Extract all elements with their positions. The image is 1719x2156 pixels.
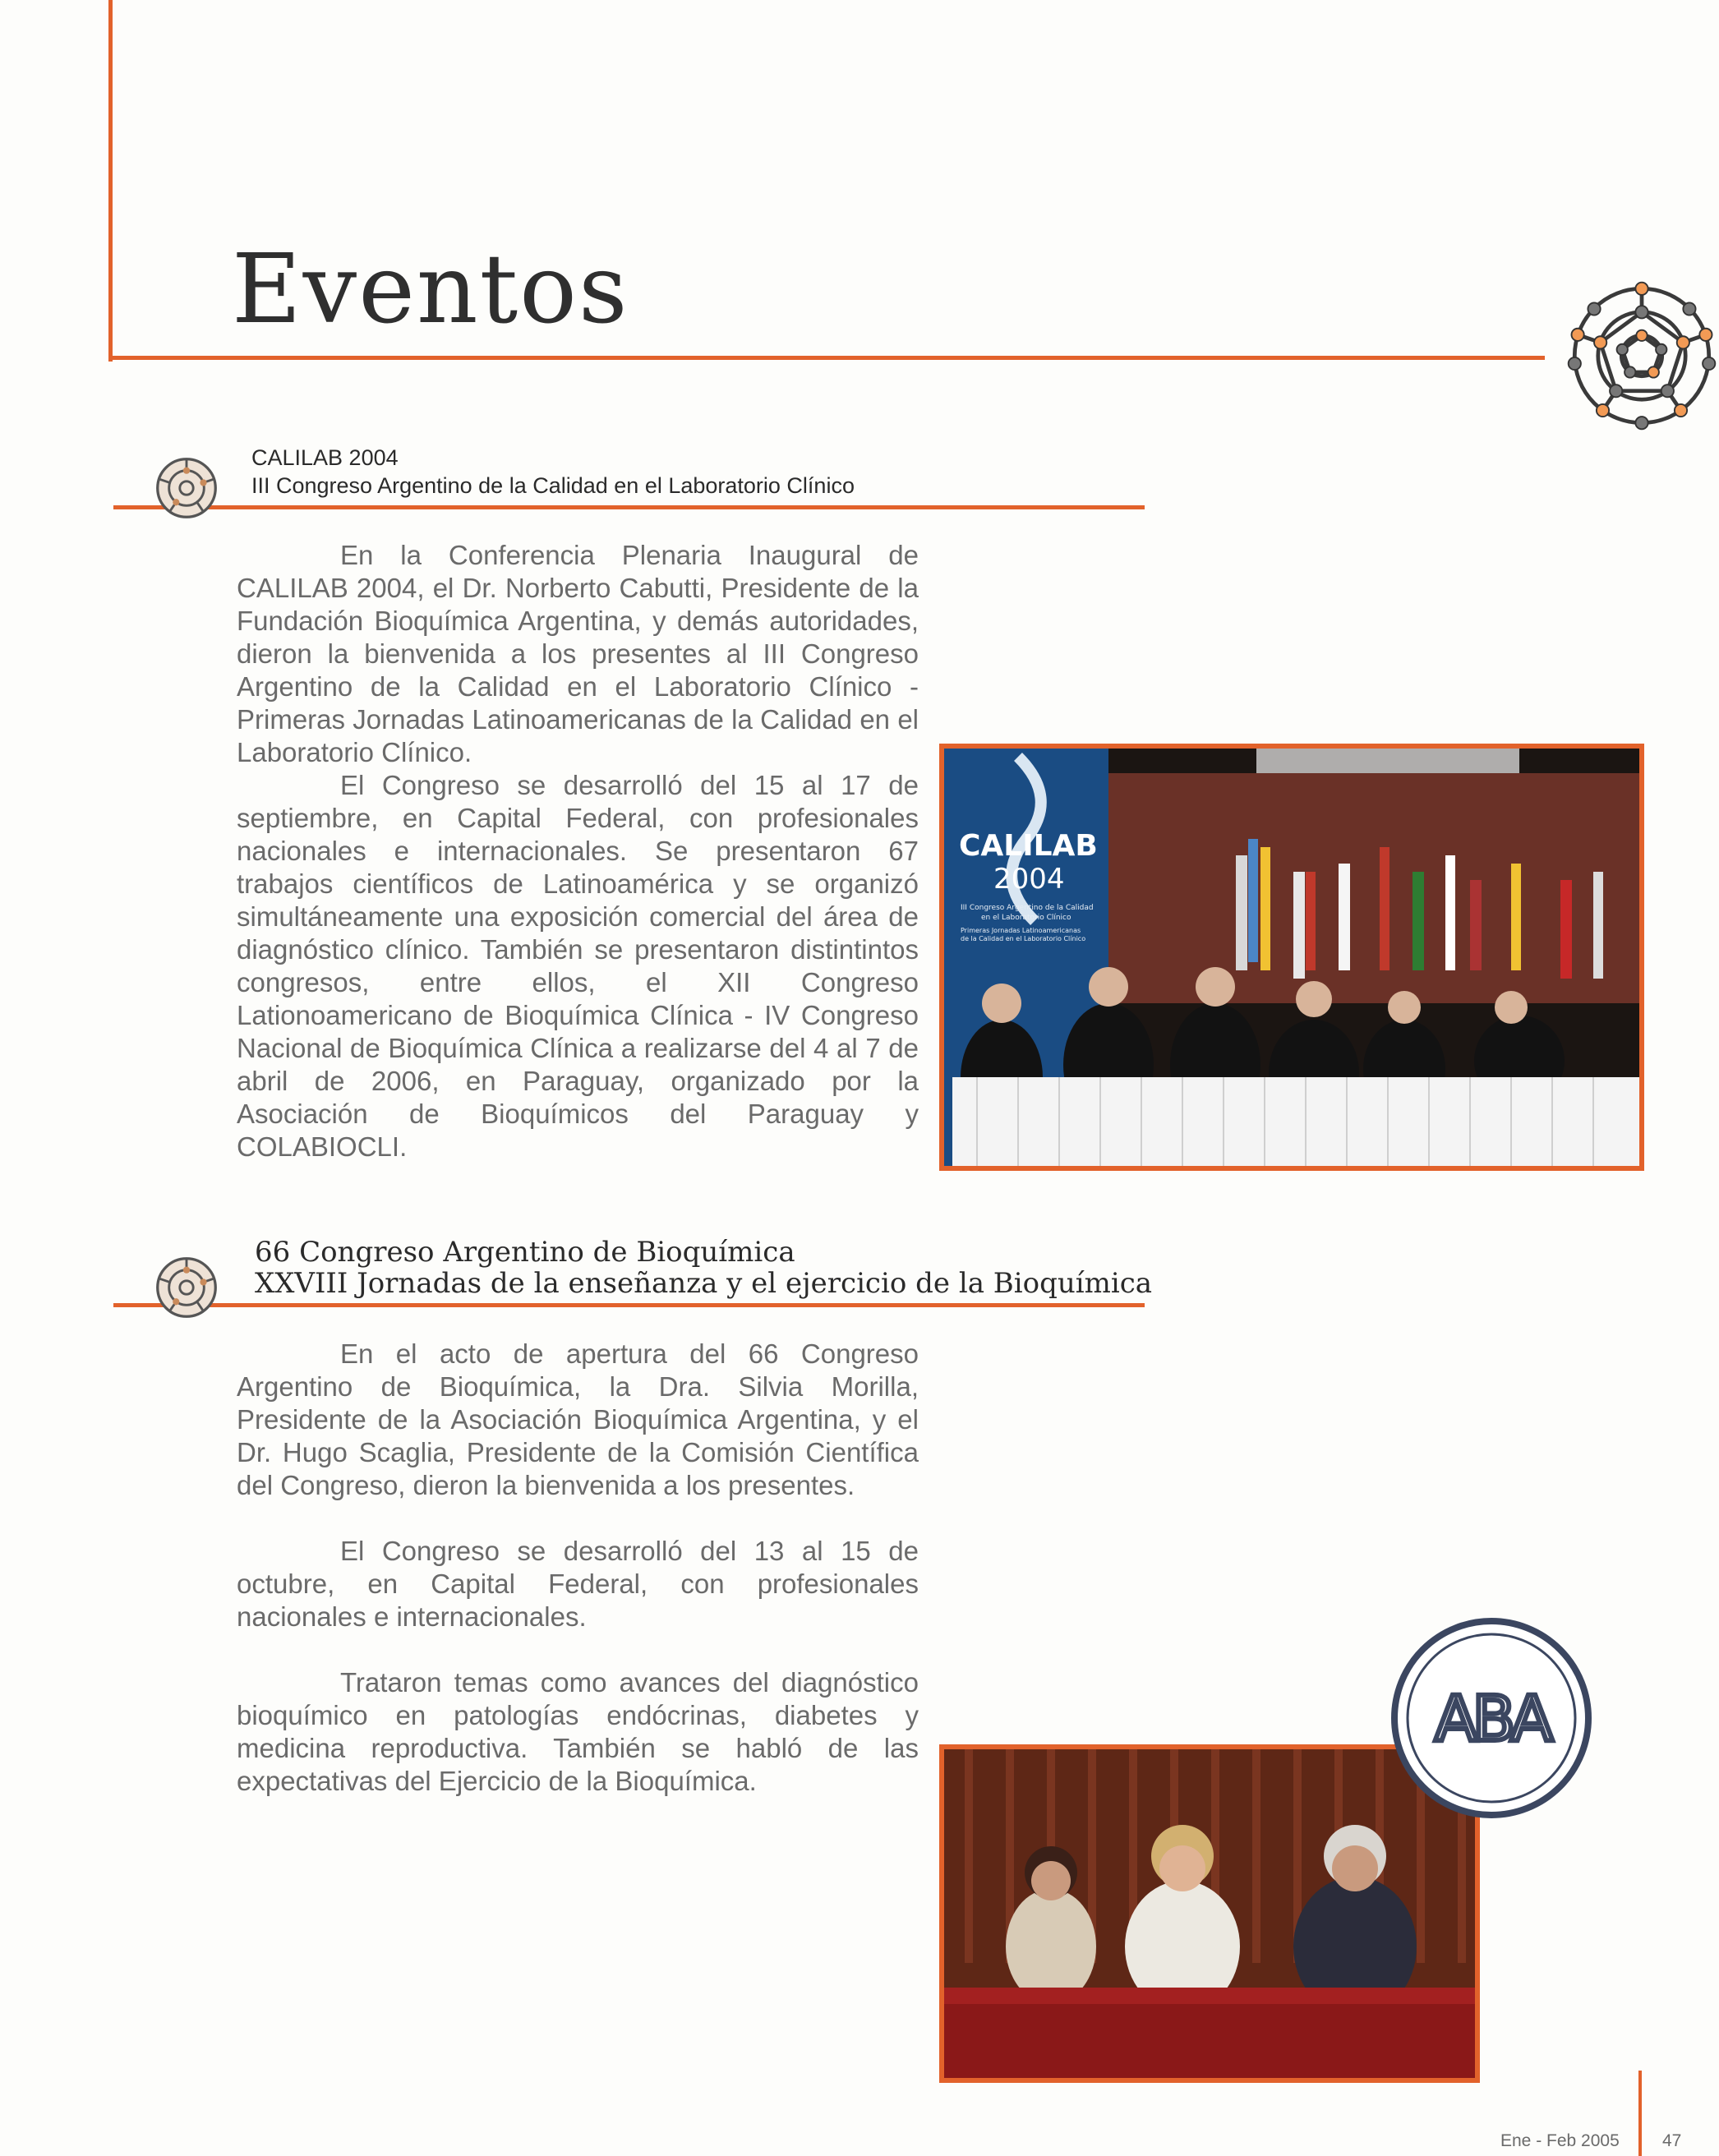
banner-subtitle: de la Calidad en el Laboratorio Clínico xyxy=(961,935,1086,942)
buckyball-large-icon xyxy=(1564,278,1719,434)
paragraph: El Congreso se desarrolló del 13 al 15 de octubre, en Capital Federal, con profesionales nacionales e internacionales. xyxy=(237,1536,919,1632)
footer-divider xyxy=(1638,2071,1642,2156)
paragraph: En la Conferencia Plenaria Inaugural de CALILAB 2004, el Dr. Norberto Cabutti, Presidente de la Fundación Bioquímica Argentina, y demás autoridades, dieron la bienvenida a los presentes al III Congreso Argentino de la Calidad en el Laboratorio Clínico - Primeras Jornadas Latinoamericanas de la Calidad en el Laboratorio Clínico. xyxy=(237,540,919,767)
paragraph: El Congreso se desarrolló del 15 al 17 de septiembre, en Capital Federal, con profesionales nacionales e internacionales. Se presentaron 67 trabajos científicos de Latinoamérica y se organizó simultáneamente una exposición comercial del área de diagnóstico clínico. También se presentaron distintintos congresos, entre ellos, el XII Congreso Lationoamericano de Bioquímica Clínica - IV Congreso Nacional de Bioquímica Clínica a realizarse del 4 al 7 de abril de 2006, en Paraguay, organizado por la Asociación de Bioquímicos del Paraguay y COLABIOCLI. xyxy=(237,770,919,1162)
banner-subtitle: en el Laboratorio Clínico xyxy=(981,914,1071,922)
banner-subtitle: III Congreso Argentino de la Calidad xyxy=(961,904,1094,912)
section1-rule xyxy=(113,505,1145,509)
page-title: Eventos xyxy=(232,234,629,345)
section1-heading-title: CALILAB 2004 xyxy=(251,445,399,470)
section2-heading-subtitle: XXVIII Jornadas de la enseñanza y el ejercicio de la Bioquímica xyxy=(255,1267,1153,1300)
page-number: 47 xyxy=(1662,2131,1682,2150)
section2-rule xyxy=(113,1303,1145,1307)
footer-issue: Ene - Feb 2005 xyxy=(1500,2131,1620,2150)
banner-brand: CALILAB xyxy=(959,829,1098,863)
section2-heading xyxy=(255,1237,1152,1299)
paragraph: En el acto de apertura del 66 Congreso Argentino de Bioquímica, la Dra. Silvia Morilla, Presidente de la Asociación Bioquímica Argentina, y el Dr. Hugo Scaglia, Presidente de la Comisión Científica del Congreso, dieron la bienvenida a los presentes. xyxy=(237,1338,919,1500)
banner-year: 2004 xyxy=(993,863,1065,896)
calilab-conference-photo xyxy=(939,744,1644,1171)
aba-logo-text: ABA xyxy=(1434,1682,1549,1755)
buckyball-icon xyxy=(153,1254,220,1321)
section2-heading-title: 66 Congreso Argentino de Bioquímica xyxy=(255,1236,795,1269)
section1-heading-subtitle: III Congreso Argentino de la Calidad en el Laboratorio Clínico xyxy=(251,473,855,498)
banner-subtitle: Primeras Jornadas Latinoamericanas xyxy=(961,927,1081,934)
paragraph: Trataron temas como avances del diagnóstico bioquímico en patologías endócrinas, diabetes y medicina reproductiva. También se habló de las expectativas del Ejercicio de la Bioquímica. xyxy=(237,1667,919,1796)
aba-logo xyxy=(1390,1617,1592,1819)
section2-body xyxy=(237,1338,919,1798)
buckyball-icon xyxy=(153,454,220,522)
left-border-line xyxy=(108,0,113,362)
section1-body xyxy=(237,539,919,1163)
section1-heading xyxy=(251,444,855,500)
title-underline xyxy=(108,356,1545,360)
